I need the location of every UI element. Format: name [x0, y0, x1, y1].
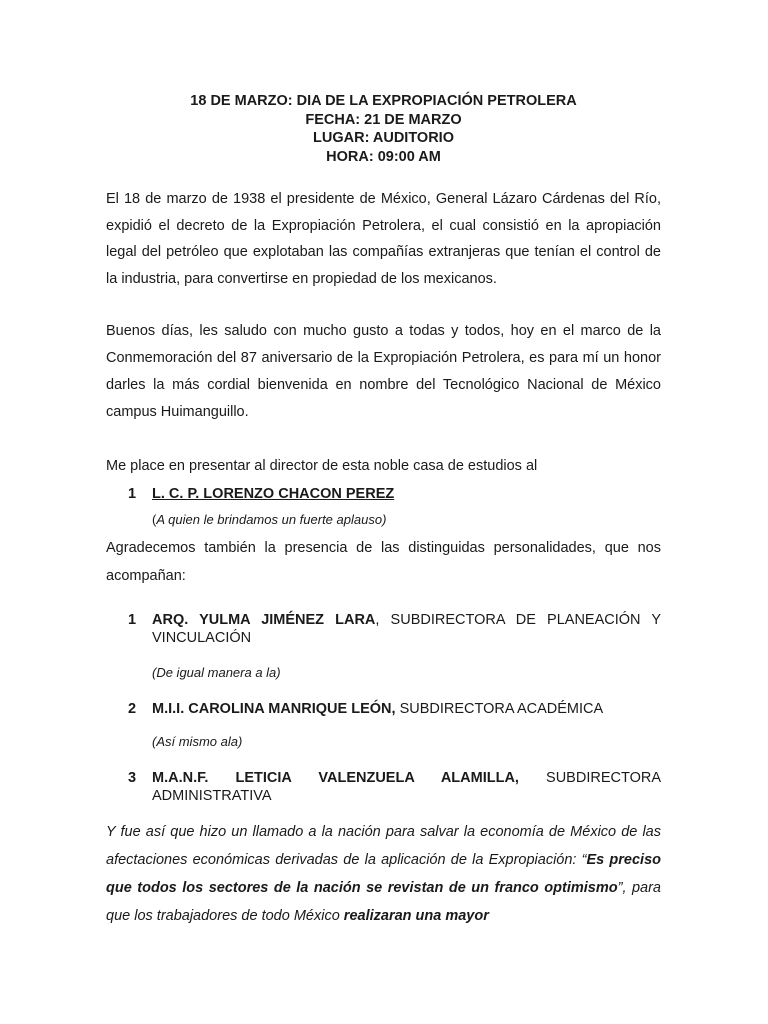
welcome-paragraph: Buenos días, les saludo con mucho gusto a todas y todos, hoy en el marco de la Conmemoración del 87 aniversario de la Expropiación Petrolera, es para mí un honor darles la más cordial bienvenida en nombre del Tecnológico Nacional de México campus Huimanguillo. [106, 323, 661, 420]
closing-text-2: ”, para que los trabajadores de todo México [106, 880, 661, 924]
guest-name: ARQ. YULMA JIMÉNEZ LARA [152, 612, 376, 628]
header-date: FECHA: 21 DE MARZO [305, 111, 462, 128]
guest-item [106, 769, 661, 805]
closing-quote: Es preciso que todos los sectores de la nación se revistan de un franco optimismo [106, 852, 662, 896]
guest-item [106, 611, 661, 647]
guest-role: , SUBDIRECTORA DE PLANEACIÓN Y VINCULACIÓN [152, 612, 662, 646]
closing-text-1: Y fue así que hizo un llamado a la nación para salvar la economía de México de las afectaciones económicas derivadas de la aplicación de la Expropiación: “ [106, 824, 661, 868]
guest-number: 3 [128, 770, 137, 786]
guest-number: 1 [128, 612, 137, 628]
guest-note: (De igual manera a la) [152, 665, 281, 680]
thanks-paragraph: Agradecemos también la presencia de las distinguidas personalidades, que nos acompañan: [106, 540, 661, 584]
intro-paragraph: El 18 de marzo de 1938 el presidente de México, General Lázaro Cárdenas del Río, expidió el decreto de la Expropiación Petrolera, el cual consistió en la apropiación legal del petróleo que explotaban las compañías extranjeras que tenían el control de la industria, para convertirse en propiedad de los mexicanos. [106, 191, 661, 287]
guest-name: M.A.N.F. LETICIA VALENZUELA ALAMILLA, [152, 770, 519, 786]
guest-name: M.I.I. CAROLINA MANRIQUE LEÓN, [152, 701, 396, 717]
header-place: LUGAR: AUDITORIO [313, 130, 454, 146]
guest-item [106, 700, 661, 718]
guest-role: SUBDIRECTORA [518, 770, 661, 786]
guest-number: 2 [128, 701, 137, 717]
director-name: L. C. P. LORENZO CHACON PEREZ [152, 486, 395, 502]
director-number: 1 [128, 486, 137, 502]
guest-role-line2: ADMINISTRATIVA [152, 788, 272, 804]
director-item [106, 485, 661, 503]
closing-paragraph [106, 818, 661, 930]
guest-role: SUBDIRECTORA ACADÉMICA [395, 701, 604, 717]
director-intro-paragraph: Me place en presentar al director de esta noble casa de estudios al [106, 458, 538, 474]
header-time: HORA: 09:00 AM [326, 148, 441, 165]
header-title: 18 DE MARZO: DIA DE LA EXPROPIACIÓN PETROLERA [190, 93, 577, 109]
closing-emphasis: realizaran una mayor [343, 908, 489, 924]
director-note-paren: ( [152, 512, 157, 527]
director-note [152, 512, 386, 528]
guest-note: (Así mismo ala) [152, 734, 243, 749]
director-note-text: A quien le brindamos un fuerte aplauso) [156, 512, 387, 527]
document-header [106, 92, 661, 166]
